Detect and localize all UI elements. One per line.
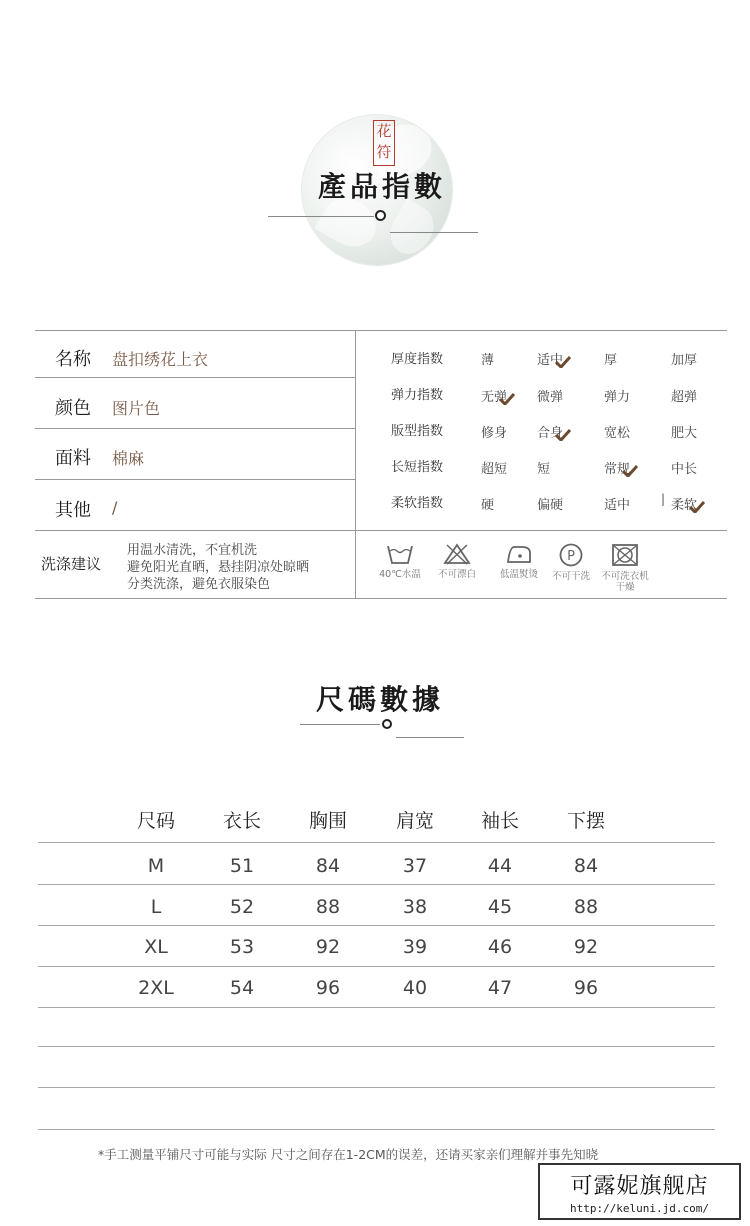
wash-advice-line: 用温水清洗，不宜机洗 <box>127 543 258 558</box>
check-icon <box>622 465 638 477</box>
index-option: 修身 <box>481 426 508 441</box>
index-option: 加厚 <box>671 353 698 368</box>
no-machine-dry-icon <box>611 543 639 567</box>
index-label: 版型指数 <box>391 424 444 439</box>
size-cell: 39 <box>402 936 428 958</box>
wash-advice-line: 避免阳光直晒，悬挂阴凉处晾晒 <box>127 560 310 575</box>
title-divider-left <box>268 216 374 217</box>
shop-url: http://keluni.jd.com/ <box>569 1202 710 1215</box>
shop-watermark <box>538 1163 741 1220</box>
size-cell: 44 <box>487 855 513 877</box>
size-divider-right <box>396 737 464 738</box>
table-row-line <box>38 1007 715 1008</box>
size-cell: 38 <box>402 896 428 918</box>
index-option: 无弹 <box>481 390 508 405</box>
index-option: 弹力 <box>604 390 631 405</box>
size-divider-left <box>300 724 380 725</box>
table-divider <box>355 331 356 599</box>
index-label: 柔软指数 <box>391 496 444 511</box>
product-info-table <box>35 330 727 599</box>
size-cell: 2XL <box>138 977 174 999</box>
info-value-fabric: 棉麻 <box>112 449 145 468</box>
check-icon <box>689 501 705 513</box>
index-option: 硬 <box>481 498 495 513</box>
care-caption: 不可干洗 <box>551 571 590 582</box>
info-value-color: 图片色 <box>112 399 161 418</box>
table-row-line <box>38 1046 715 1047</box>
index-option: 常规 <box>604 462 631 477</box>
size-section-title: 尺碼數據 <box>316 683 445 716</box>
size-cell: 47 <box>487 977 513 999</box>
index-option: 超短 <box>481 462 508 477</box>
index-option: 适中 <box>537 353 564 368</box>
index-label: 长短指数 <box>391 460 444 475</box>
measurement-footnote: *手工测量平铺尺寸可能与实际 尺寸之间存在1-2CM的误差，还请买家亲们理解并事先知晓 <box>98 1147 599 1162</box>
size-cell: M <box>147 855 165 877</box>
size-cell: 96 <box>573 977 599 999</box>
index-option: 宽松 <box>604 426 631 441</box>
info-label-fabric: 面料 <box>55 448 91 469</box>
page-title: 產品指數 <box>318 170 447 203</box>
row-line <box>35 479 355 480</box>
size-cell: 92 <box>573 936 599 958</box>
index-option: 中长 <box>671 462 698 477</box>
index-option: 合身 <box>537 426 564 441</box>
index-option: 微弹 <box>537 390 564 405</box>
index-label: 厚度指数 <box>391 352 444 367</box>
wash-tub-icon <box>386 543 414 565</box>
size-cell: 88 <box>315 896 341 918</box>
separator-mark: | <box>661 492 666 506</box>
size-header-cell: 衣长 <box>222 810 261 832</box>
size-cell: 84 <box>573 855 599 877</box>
size-cell: L <box>150 896 162 918</box>
index-label: 弹力指数 <box>391 388 444 403</box>
table-row-line <box>38 842 715 843</box>
index-option: 薄 <box>481 353 495 368</box>
size-cell: 37 <box>402 855 428 877</box>
no-bleach-icon <box>443 543 471 565</box>
index-option: 柔软 <box>671 498 698 513</box>
check-icon <box>499 393 515 405</box>
size-cell: 53 <box>229 936 255 958</box>
size-header-cell: 肩宽 <box>395 810 434 832</box>
size-cell: 46 <box>487 936 513 958</box>
wash-advice-label: 洗涤建议 <box>41 555 102 573</box>
info-label-other: 其他 <box>55 500 91 521</box>
index-option: 适中 <box>604 498 631 513</box>
table-row-line <box>38 1087 715 1088</box>
care-caption: 不可漂白 <box>437 569 476 580</box>
size-cell: 54 <box>229 977 255 999</box>
title-dot-ornament <box>375 210 386 221</box>
info-label-color: 颜色 <box>55 398 91 419</box>
info-value-other: / <box>112 498 118 517</box>
check-icon <box>555 356 571 368</box>
size-cell: 45 <box>487 896 513 918</box>
check-icon <box>555 429 571 441</box>
care-item <box>595 543 655 593</box>
size-header-cell: 袖长 <box>480 810 519 832</box>
size-cell: 40 <box>402 977 428 999</box>
care-caption: 低温熨烫 <box>499 569 538 580</box>
table-row-line <box>38 966 715 967</box>
care-caption: 不可洗衣机干燥 <box>601 571 649 593</box>
size-cell: 52 <box>229 896 255 918</box>
size-header-cell: 胸围 <box>308 810 347 832</box>
iron-low-icon <box>505 543 533 565</box>
size-cell: 92 <box>315 936 341 958</box>
care-caption: 40℃水温 <box>379 569 421 580</box>
index-option: 超弹 <box>671 390 698 405</box>
info-label-name: 名称 <box>55 349 91 370</box>
row-line <box>35 377 355 378</box>
care-item <box>489 543 549 580</box>
svg-text:P: P <box>567 549 575 564</box>
size-header-cell: 尺码 <box>136 810 175 832</box>
row-line <box>35 530 727 531</box>
care-item <box>427 543 487 580</box>
index-option: 厚 <box>604 353 618 368</box>
size-cell: 88 <box>573 896 599 918</box>
care-item <box>370 543 430 580</box>
size-dot-ornament <box>382 719 392 729</box>
table-row-line <box>38 884 715 885</box>
row-line <box>35 428 355 429</box>
size-cell: 84 <box>315 855 341 877</box>
index-option: 短 <box>537 462 551 477</box>
size-cell: 96 <box>315 977 341 999</box>
table-row-line <box>38 925 715 926</box>
table-row-line <box>38 1129 715 1130</box>
seal-stamp: 花符 <box>373 120 395 166</box>
size-cell: XL <box>144 936 168 958</box>
dry-clean-p-icon <box>557 543 585 567</box>
size-header-cell: 下摆 <box>566 810 605 832</box>
info-value-name: 盘扣绣花上衣 <box>112 350 209 369</box>
index-option: 偏硬 <box>537 498 564 513</box>
care-item <box>541 543 601 582</box>
index-option: 肥大 <box>671 426 698 441</box>
size-cell: 51 <box>229 855 255 877</box>
wash-advice-line: 分类洗涤，避免衣服染色 <box>127 577 271 592</box>
title-divider-right <box>390 232 478 233</box>
shop-name: 可露妮旗舰店 <box>570 1174 709 1199</box>
